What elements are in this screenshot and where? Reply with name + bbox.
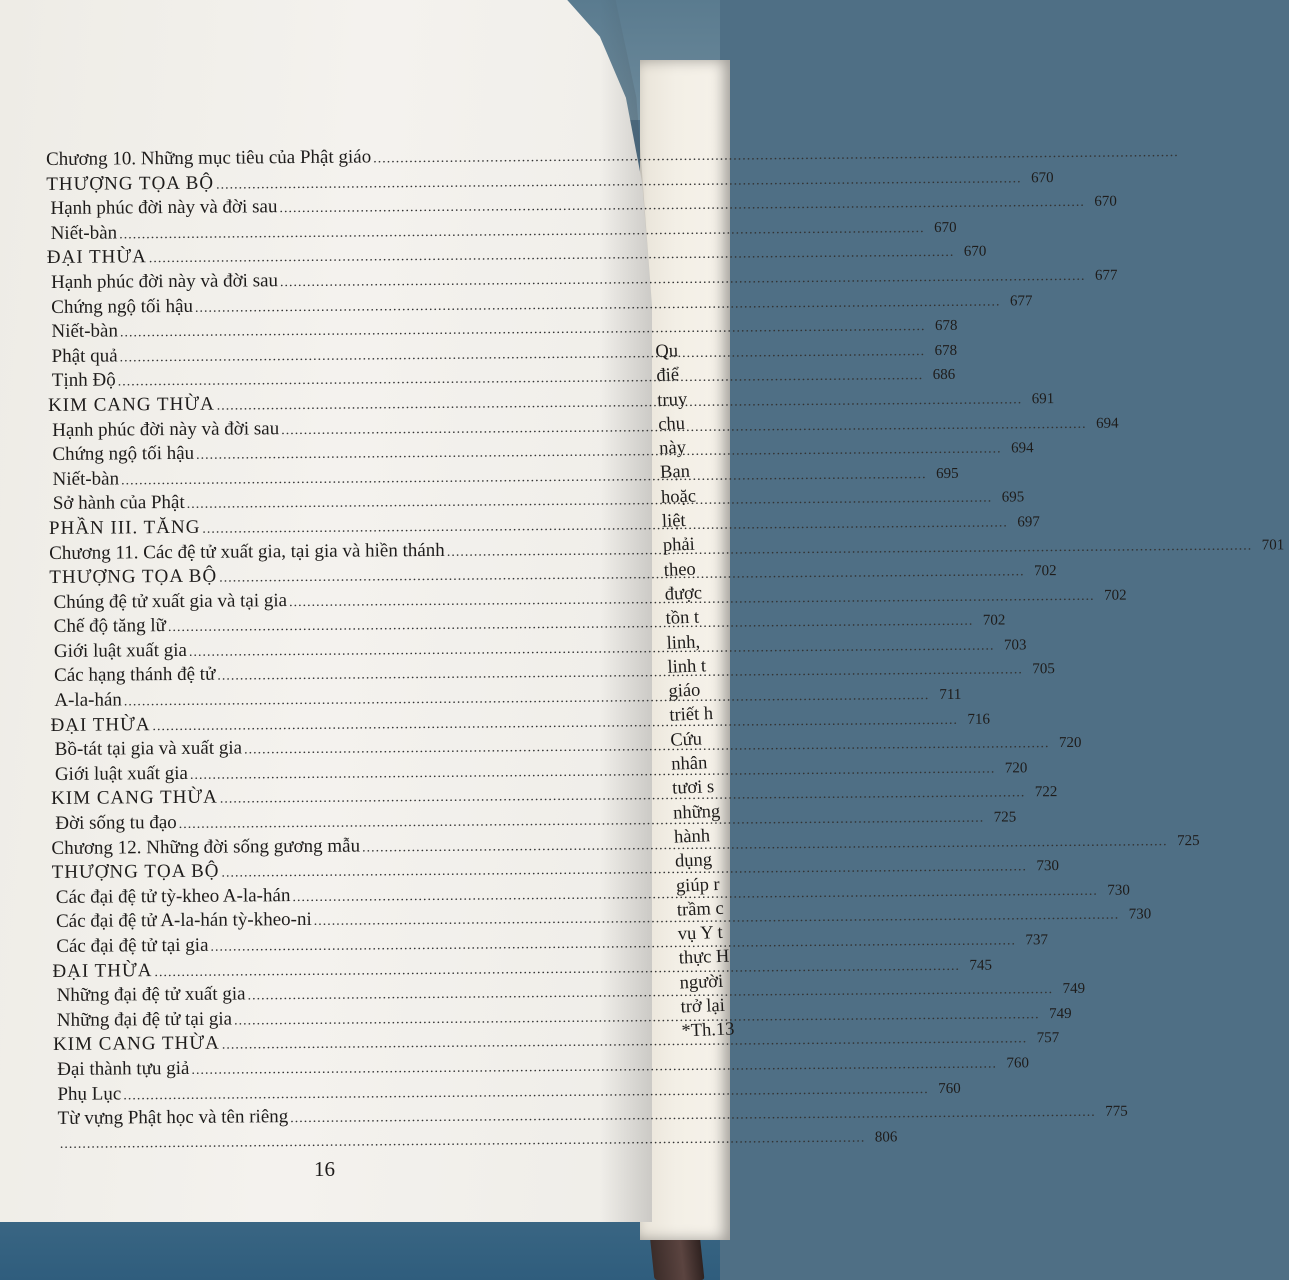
toc-entry-page: 670	[1094, 193, 1117, 210]
toc-entry-page: 720	[1004, 760, 1028, 777]
toc-entry-page: 695	[1001, 489, 1025, 506]
toc-entry-title: Chế độ tăng lữ	[53, 615, 166, 638]
toc-entry-page: 691	[1031, 391, 1055, 408]
toc-entry-title: Các đại đệ tử tại gia	[56, 934, 209, 957]
toc-entry-title: Phụ Lục	[57, 1083, 122, 1105]
toc-entry-page: 749	[1062, 981, 1086, 998]
toc-entry	[53, 1053, 1029, 1082]
toc-entry-title: Các đại đệ tử tỳ-kheo A-la-hán	[55, 884, 291, 908]
toc-leader-dots	[60, 1126, 866, 1157]
toc-entry-title: Đời sống tu đạo	[55, 812, 177, 834]
right-page-line: Bạn	[659, 462, 691, 484]
toc-entry-title: Hạnh phúc đời này và đời sau	[50, 196, 278, 220]
toc-entry-title: THƯỢNG TỌA BỘ	[46, 172, 215, 195]
toc-entry-page: 677	[1094, 267, 1118, 284]
toc-entry-page: 670	[1030, 169, 1054, 186]
toc-entry-page: 677	[1009, 292, 1033, 309]
toc-leader-dots	[373, 141, 1179, 172]
toc-entry-page: 678	[934, 342, 958, 359]
toc-entry-title: Hạnh phúc đời này và đời sau	[50, 270, 279, 293]
toc-entry-page: 695	[936, 465, 959, 482]
right-page-line: linh,	[666, 632, 701, 654]
toc-entry-title: Những đại đệ tử tại gia	[56, 1008, 233, 1031]
right-page-line: nhân	[670, 753, 708, 775]
toc-entry-title: Chương 12. Những đời sống gương mẫu	[51, 835, 361, 859]
toc-entry-title: Chương 11. Các đệ tử xuất gia, tại gia và hiền thánh	[49, 539, 445, 564]
toc-entry	[47, 217, 957, 246]
toc-entry-page: 806	[874, 1129, 898, 1146]
toc-entry	[46, 144, 612, 173]
right-page-line: những	[672, 801, 721, 824]
toc-entry-title: Phật quả	[51, 345, 118, 367]
toc-entry-title: Bồ-tát tại gia và xuất gia	[54, 737, 243, 761]
toc-entry	[53, 1078, 961, 1107]
toc-entry	[54, 1103, 1128, 1132]
right-page-line: trầm c	[676, 898, 725, 921]
right-page-line: truy	[656, 389, 688, 411]
toc-entry-title: Đại thành tựu giả	[57, 1057, 190, 1080]
toc-entry-page: 694	[1011, 440, 1034, 457]
toc-entry-title: ĐẠI THỪA	[50, 713, 151, 736]
toc-entry-page: 702	[1034, 563, 1057, 580]
toc-entry-page: 775	[1105, 1103, 1128, 1120]
toc-entry-title: Giới luật xuất gia	[54, 762, 188, 785]
toc-entry-page: 760	[1006, 1055, 1029, 1072]
right-page-line: giúp r	[675, 874, 721, 897]
right-page-line: này	[658, 438, 687, 460]
toc-entry-page: 725	[1176, 832, 1200, 849]
toc-entry-page: 757	[1036, 1030, 1060, 1047]
toc-entry-page: 694	[1096, 415, 1119, 432]
toc-entry-page: 722	[1034, 784, 1058, 801]
right-page-line: Cứu	[670, 729, 703, 751]
toc-entry-page: 737	[1025, 932, 1049, 949]
right-page-line: dụng	[674, 850, 713, 872]
toc-entry-page: 701	[1261, 536, 1285, 553]
toc-entry-page: 720	[1058, 735, 1082, 752]
right-page-line: *Th.13	[681, 1019, 735, 1042]
toc-entry-page: 716	[967, 711, 991, 728]
right-page-line: người	[679, 971, 724, 994]
toc-entry-page: 686	[932, 367, 956, 384]
toc-entry	[46, 242, 987, 271]
right-page-line: được	[664, 583, 703, 605]
right-page-line: tồn t	[665, 607, 700, 630]
page-number: 16	[314, 1157, 335, 1181]
toc-entry-title: Các đại đệ tử A-la-hán tỳ-kheo-ni	[55, 909, 312, 933]
toc-entry-title: KIM CANG THỪA	[47, 393, 215, 416]
toc-entry-page: 745	[969, 957, 992, 974]
toc-entry-title: Các hạng thánh đệ tử	[54, 664, 216, 687]
toc-entry-title: Chúng đệ tử xuất gia và tại gia	[53, 589, 288, 613]
right-page-line: vụ Y t	[677, 922, 724, 945]
toc-entry	[47, 316, 958, 345]
toc-entry-title: Chứng ngộ tối hậu	[51, 295, 194, 318]
right-page-line: tươi s	[671, 777, 715, 800]
toc-entry	[54, 1127, 898, 1156]
right-page-line: liệt	[661, 511, 686, 532]
toc-entry-title: KIM CANG THỪA	[52, 1033, 220, 1056]
toc-entry-title: Những đại đệ tử xuất gia	[56, 983, 246, 1007]
toc-entry-title: Chứng ngộ tối hậu	[52, 442, 195, 466]
toc-entry-page: 702	[1103, 587, 1127, 604]
right-page-line: thực H	[678, 947, 730, 969]
toc-entry-title: Niết-bàn	[51, 320, 119, 343]
toc-entry-title: Từ vựng Phật học và tên riêng	[57, 1106, 289, 1130]
toc-entry-page: 705	[1032, 661, 1055, 678]
toc-entry-title: THƯỢNG TỌA BỘ	[51, 860, 220, 884]
toc-entry-page: 702	[982, 612, 1006, 629]
toc-leader-dots	[447, 534, 1253, 565]
toc-entry-title: ĐẠI THỪA	[52, 959, 153, 982]
toc-entry-title: Hạnh phúc đời này và đời sau	[52, 417, 280, 441]
toc-entry-page: 670	[934, 219, 957, 236]
toc-entry-title: Chương 10. Những mục tiêu của Phật giáo	[46, 146, 372, 170]
toc-entry-page: 730	[1128, 906, 1152, 923]
toc-entry-title: Tịnh Độ	[51, 369, 116, 392]
toc-entry-page: 725	[993, 809, 1017, 826]
toc-entry	[47, 267, 1118, 296]
toc-entry-title: KIM CANG THỪA	[51, 787, 218, 810]
right-page-line: trở lại	[680, 995, 726, 1018]
toc-entry-page: 697	[1017, 514, 1040, 531]
toc-entry-page: 670	[963, 243, 987, 261]
right-page-line: chu	[657, 413, 686, 435]
right-page-line: hoặc	[660, 486, 697, 508]
toc-entry-page: 711	[939, 686, 962, 704]
toc-entry-title: ĐẠI THỪA	[46, 246, 147, 269]
toc-entry-page: 749	[1048, 1005, 1072, 1022]
toc-entry-page: 678	[934, 318, 958, 335]
toc-entry-title: PHẦN III. TĂNG	[48, 516, 201, 539]
right-page-line: phải	[662, 535, 696, 557]
toc-leader-dots	[289, 584, 1095, 615]
right-page-line: theo	[663, 559, 697, 581]
right-page-line: điể	[656, 365, 680, 387]
toc-entry	[46, 168, 1054, 197]
toc-entry-title: THƯỢNG TỌA BỘ	[49, 565, 218, 589]
right-page-line: linh t	[667, 656, 707, 678]
right-page-line: Qu	[655, 341, 679, 362]
toc-entry	[46, 193, 1117, 222]
toc-entry-title: Niết-bàn	[50, 222, 118, 244]
toc-entry	[47, 291, 1033, 320]
toc-entry-title: Niết-bàn	[52, 468, 120, 490]
right-page-line: hành	[673, 826, 711, 848]
toc-entry-title: Giới luật xuất gia	[53, 639, 188, 662]
toc-entry-title: A-la-hán	[54, 689, 122, 712]
toc-entry-title: Sở hành của Phật	[52, 492, 185, 515]
toc-entry-page: 730	[1107, 882, 1130, 899]
toc-leader-dots	[279, 191, 1085, 222]
toc-entry-page: 760	[938, 1080, 961, 1097]
toc-entry-page: 730	[1036, 858, 1060, 875]
right-page-line: giáo	[668, 680, 701, 702]
toc-entry-page: 703	[1003, 637, 1027, 654]
right-page-line: triết h	[669, 704, 714, 727]
